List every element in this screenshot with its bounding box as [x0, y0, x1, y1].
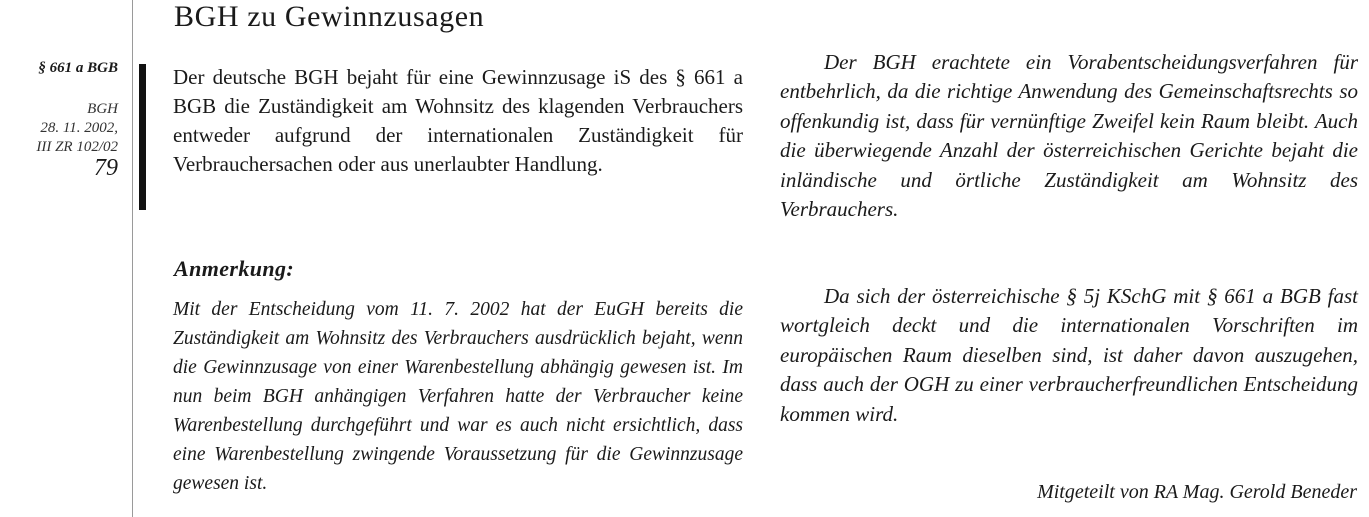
- right-paragraph-2-text: Da sich der österreichische § 5j KSchG mit § 661 a BGB fast wortgleich deckt und die internationalen Vorschriften im europäischen Raum dieselben sind, ist daher davon auszugehen, dass auch der OGH zu einer verbraucherfreundlichen Entscheidung kommen wird.: [780, 284, 1358, 426]
- author-signature: Mitgeteilt von RA Mag. Gerold Beneder: [1037, 481, 1357, 503]
- article-title: BGH zu Gewinnzusagen: [174, 0, 485, 33]
- case-number: III ZR 102/02: [36, 139, 118, 155]
- note-paragraph: Mit der Entscheidung vom 11. 7. 2002 hat der EuGH bereits die Zuständigkeit am Wohnsitz des Verbrauchers ausdrücklich bejaht, wenn die Gewinnzusage von einer Warenbestellung abhängig gewesen ist. Im nun beim BGH anhängigen Verfahren hatte der Verbraucher keine Warenbestellung durchgeführt und war es auch nicht ersichtlich, dass eine Warenbestellung zwingende Voraussetzung für die Gewinnzusage gewesen ist.: [173, 299, 743, 494]
- decision-date: 28. 11. 2002,: [40, 120, 118, 136]
- right-column-paragraph-1: [780, 48, 1358, 224]
- right-paragraph-1-text: Der BGH erachtete ein Vorabentscheidungsverfahren für entbehrlich, da die richtige Anwendung des Gemeinschaftsrechts so offenkundig ist, dass für vernünftige Zweifel kein Raum bleibt. Auch die überwiegende Anzahl der österreichischen Gerichte bejaht die inländische und örtliche Zuständigkeit am Wohnsitz des Verbrauchers.: [780, 50, 1358, 222]
- entry-number: 79: [94, 155, 118, 181]
- note-heading: Anmerkung:: [174, 256, 295, 281]
- lead-paragraph: Der deutsche BGH bejaht für eine Gewinnzusage iS des § 661 a BGB die Zuständigkeit am Wohnsitz des klagenden Verbrauchers entweder aufgrund der internationalen Zuständigkeit für Verbrauchersachen oder aus unerlaubter Handlung.: [173, 65, 743, 176]
- margin-column: [0, 0, 133, 517]
- court-name: BGH: [87, 101, 118, 117]
- statute-reference: § 661 a BGB: [38, 60, 118, 76]
- court-citation: [36, 100, 118, 157]
- marker-bar: [139, 64, 146, 210]
- right-column-paragraph-2: [780, 282, 1358, 429]
